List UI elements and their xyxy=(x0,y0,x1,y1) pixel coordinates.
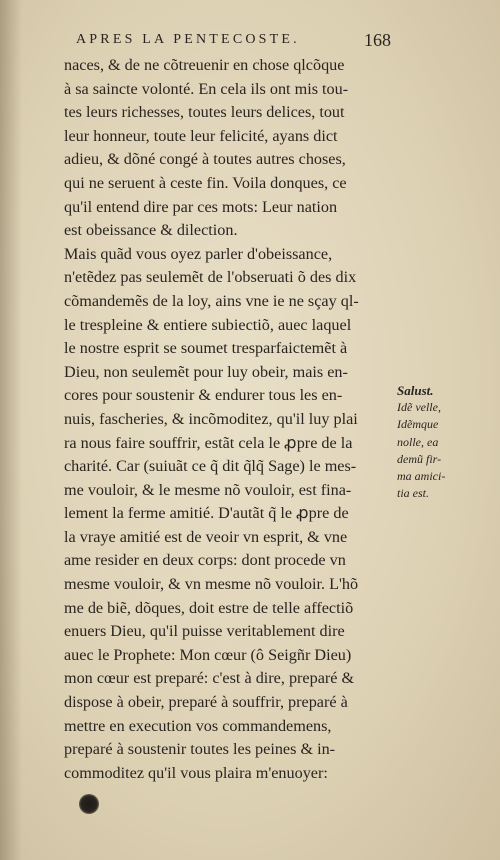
text-line: n'etẽdez pas seulemẽt de l'obseruati õ des dix xyxy=(64,268,357,287)
page-number: 168 xyxy=(364,30,391,50)
text-line: lement la ferme amitié. D'autãt q̃ le ꝓpre de xyxy=(64,504,349,523)
text-line: ra nous faire souffrir, estãt cela le ꝓpre de la xyxy=(64,433,353,452)
text-line: me vouloir, & le mesme nõ vouloir, est fina- xyxy=(64,480,352,499)
text-line: le trespleine & entiere subiectiõ, auec laquel xyxy=(64,315,352,334)
text-line: enuers Dieu, qu'il puisse veritablement dire xyxy=(64,622,345,641)
marginal-line: nolle, ea xyxy=(397,434,439,449)
text-line: me de biẽ, dõques, doit estre de telle affectiõ xyxy=(64,598,354,617)
text-line: cõmandemẽs de la loy, ains vne ie ne sçay ql- xyxy=(64,291,359,310)
text-line: tes leurs richesses, toutes leurs delices, tout xyxy=(64,103,345,122)
marginal-note xyxy=(397,382,475,502)
text-line: mesme vouloir, & vn mesme nõ vouloir. L'hõ xyxy=(64,575,359,594)
text-line: leur honneur, toute leur felicité, ayans dict xyxy=(64,126,338,145)
text-line: à sa saincte volonté. En cela ils ont mis tou- xyxy=(64,79,349,98)
marginal-source: Salust. xyxy=(397,383,434,398)
text-line: est obeissance & dilection. xyxy=(64,221,238,240)
text-line: preparé à soustenir toutes les peines & in- xyxy=(64,740,336,759)
marginal-line: tia est. xyxy=(397,486,429,501)
gutter-shadow xyxy=(0,0,22,860)
text-line: nuis, fascheries, & incõmoditez, qu'il luy plai xyxy=(64,409,358,428)
text-line: mettre en execution vos commandemens, xyxy=(64,716,332,735)
text-line: adieu, & dõné congé à toutes autres choses, xyxy=(64,150,346,169)
text-line: commoditez qu'il vous plaira m'enuoyer: xyxy=(64,763,328,782)
marginal-line: Idẽmque xyxy=(397,417,439,432)
text-line: ame resider en deux corps: dont procede vn xyxy=(64,551,346,570)
text-line: cores pour soustenir & endurer tous les en- xyxy=(64,386,343,405)
text-line: mon cœur est preparé: c'est à dire, preparé & xyxy=(64,669,355,688)
text-line: Mais quãd vous oyez parler d'obeissance, xyxy=(64,244,333,263)
body-text xyxy=(64,54,400,785)
text-line: qui ne seruent à ceste fin. Voila donques, ce xyxy=(64,173,347,192)
marginal-line: ma amici- xyxy=(397,469,446,484)
text-line: le nostre esprit se soumet tresparfaictemẽt à xyxy=(64,339,348,358)
running-header: APRES LA PENTECOSTE. xyxy=(76,32,300,47)
text-line: charité. Car (suiuãt ce q̃ dit q̃lq̃ Sage) le mes- xyxy=(64,457,357,476)
marginal-line: demũ fir- xyxy=(397,451,442,466)
text-line: qu'il entend dire par ces mots: Leur nation xyxy=(64,197,338,216)
text-line: Dieu, non seulemẽt pour luy obeir, mais en- xyxy=(64,362,348,381)
text-line: auec le Prophete: Mon cœur (ô Seigñr Dieu) xyxy=(64,645,352,664)
text-line: dispose à obeir, preparé à souffrir, preparé à xyxy=(64,693,348,712)
marginal-line: Idẽ velle, xyxy=(397,400,441,415)
text-line: la vraye amitié est de veoir vn esprit, & vne xyxy=(64,527,348,546)
ink-blot xyxy=(79,794,99,814)
text-line: naces, & de ne cõtreuenir en chose qlcõque xyxy=(64,56,345,74)
